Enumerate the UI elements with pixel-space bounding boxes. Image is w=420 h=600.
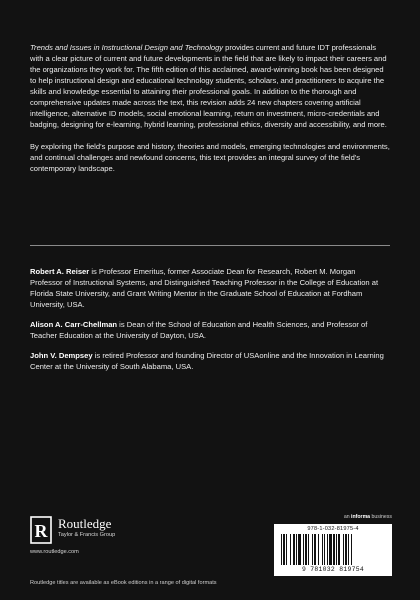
- author-name: Alison A. Carr-Chellman: [30, 320, 118, 330]
- blurb-paragraph-2: By exploring the field’s purpose and history, theories and models, emerging technologies and environments, and continual challenges and newfound concerns, this text provides an integral survey of the field’s contemporary landscape.: [30, 142, 390, 174]
- author-name: Robert A. Reiser: [30, 267, 90, 276]
- barcode-bar: [312, 534, 313, 565]
- barcode-bar: [333, 534, 335, 565]
- author-name: John V. Dempsey: [30, 351, 93, 361]
- publisher-block: [30, 516, 190, 560]
- barcode-icon: [281, 534, 385, 565]
- barcode-bar: [345, 534, 347, 565]
- barcode-bar: [343, 534, 344, 565]
- barcode-area: [274, 514, 392, 576]
- barcode-bar: [290, 534, 291, 565]
- barcode-bar: [351, 534, 352, 565]
- barcode-bar: [298, 534, 301, 565]
- barcode-bar: [286, 534, 287, 565]
- barcode-bar: [314, 534, 316, 565]
- publisher-url[interactable]: www.routledge.com: [30, 549, 79, 555]
- author-bios: [30, 266, 390, 372]
- publisher-name: Routledge: [58, 516, 112, 531]
- informa-note: an informa business: [343, 514, 392, 520]
- barcode-bar: [322, 534, 323, 565]
- isbn-digits: 9 781032 819754: [301, 566, 365, 573]
- book-title: Trends and Issues in Instructional Design and Technology: [30, 43, 224, 52]
- author-bio-text: is Professor Emeritus, former Associate Dean for Research, Robert M. Morgan Professor of Instructional Systems, and Distinguished Teaching Professor in the College of Education at Florida State University, and Grant Writing Mentor in the Graduate School of Education at Fordham University, USA.: [30, 267, 379, 310]
- isbn-barcode: [274, 524, 392, 576]
- blurb-paragraph-1-text: provides current and future IDT professionals with a clear picture of current and future developments in the field that are likely to impact their careers and the organizations they work for. The fifth edition of this acclaimed, award-winning book has been designed to help instructional design and educational technology students, scholars, and practitioners to acquire the skills and knowledge essential to attaining their professional goals. In addition to the thorough and comprehensive updates made across the text, this revision adds 24 new chapters covering artificial intelligence, alternative ID models, social emotional learning, return on investment, micro-credentials and badging, designing for e-learning, hybrid learning, professional ethics, diversity and accessibility, and more.: [30, 43, 387, 130]
- barcode-bar: [281, 534, 282, 565]
- routledge-logo-icon: [30, 516, 52, 544]
- svg-text:R: R: [34, 521, 48, 541]
- barcode-bar: [308, 534, 309, 565]
- author-bio: [30, 319, 390, 341]
- barcode-bar: [329, 534, 332, 565]
- informa-brand: informa: [351, 514, 371, 520]
- blurb-paragraph-1: [30, 42, 390, 130]
- barcode-bar: [293, 534, 295, 565]
- barcode-bar: [296, 534, 297, 565]
- description-blurb: [30, 42, 390, 175]
- section-divider: [30, 245, 390, 246]
- barcode-bar: [348, 534, 349, 565]
- author-bio: [30, 350, 390, 372]
- barcode-bar: [305, 534, 307, 565]
- publisher-group: Taylor & Francis Group: [58, 532, 116, 538]
- author-bio-text: is Dean of the School of Education and Health Sciences, and Professor of Teacher Education at the University of Dayton, USA.: [30, 320, 368, 341]
- barcode-bar: [318, 534, 319, 565]
- barcode-bar: [324, 534, 325, 565]
- ebook-note: Routledge titles are available as eBook editions in a range of digital formats: [30, 580, 217, 586]
- barcode-bar: [327, 534, 328, 565]
- barcode-bar: [283, 534, 285, 565]
- author-bio-text: is retired Professor and founding Director of USAonline and the Innovation in Learning Center at the University of South Alabama, USA.: [30, 351, 384, 372]
- barcode-bar: [303, 534, 304, 565]
- barcode-bar: [336, 534, 337, 565]
- barcode-bar: [338, 534, 340, 565]
- isbn-number: 978-1-032-81975-4: [307, 526, 359, 532]
- author-bio: [30, 266, 390, 310]
